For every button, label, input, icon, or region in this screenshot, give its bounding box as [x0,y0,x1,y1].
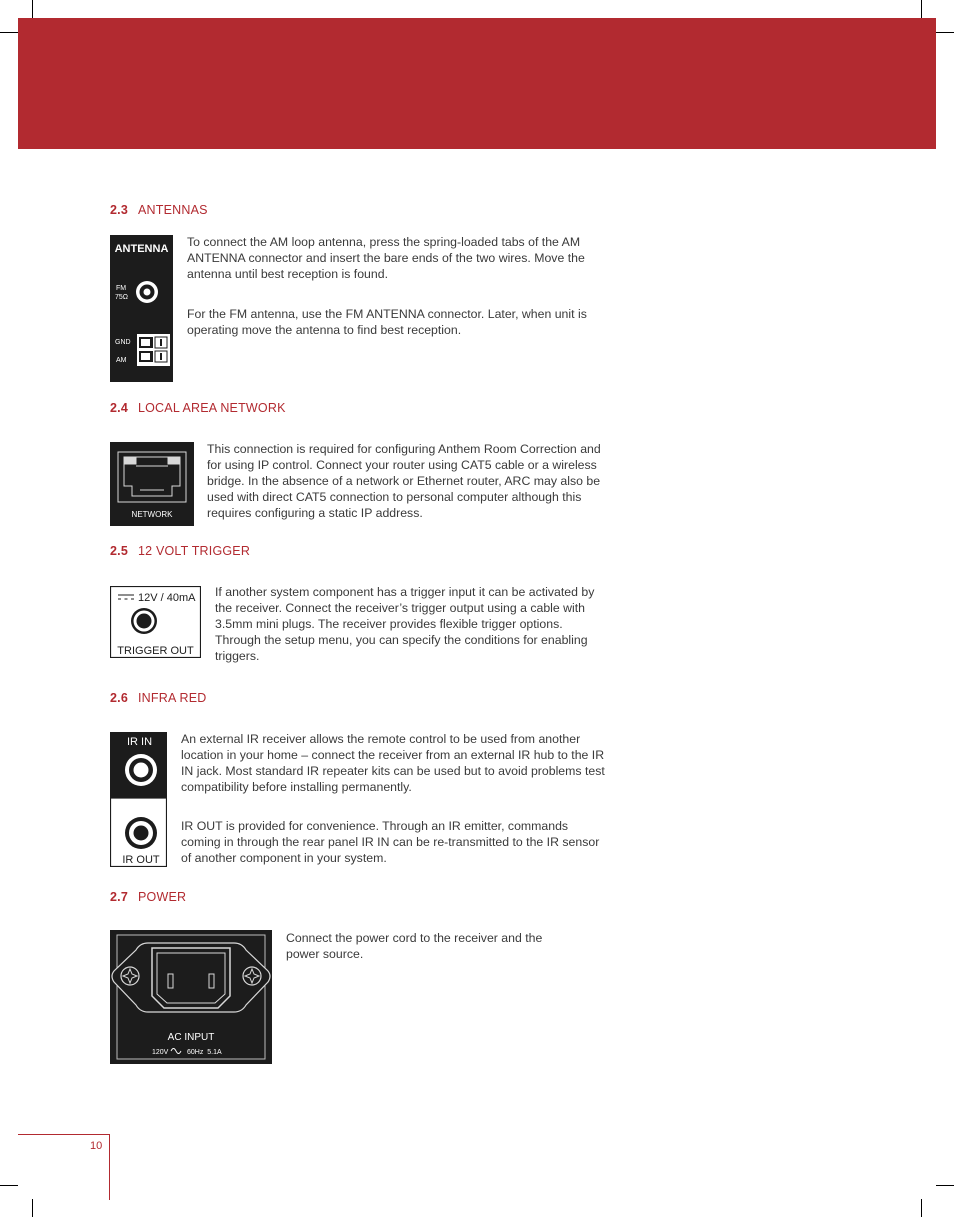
footer-rule [18,1134,109,1135]
ir-out-label: IR OUT [122,854,160,866]
crop-mark [921,0,922,18]
fm-label: FM [116,285,127,292]
lan-paragraph: This connection is required for configuring Anthem Room Correction and for using IP control. Connect your router using CAT5 cable or a wireless bridge. In the absence of a network or Ethernet router, ARC may also be used with direct CAT5 connection to personal computer although this requires configuring a static IP address. [207,442,601,520]
power-paragraph: Connect the power cord to the receiver and the power source. [286,931,543,961]
am-label: AM [116,357,127,364]
antennas-paragraph-2: For the FM antenna, use the FM ANTENNA connector. Later, when unit is operating move the antenna to find best reception. [187,307,587,337]
trigger-paragraph: If another system component has a trigger input it can be activated by the receiver. Connect the receiver’s trigger output using a cable with 3.5mm mini plugs. The receiver provides flexible trigger options. Through the setup menu, you can specify the conditions for enabling triggers. [215,585,595,663]
ir-panel-image [110,732,167,867]
page-number: 10 [90,1140,103,1152]
section-heading-trigger [110,544,250,558]
footer-rule-vertical [109,1134,110,1200]
section-number: 2.7 [110,890,128,904]
antenna-panel-title: ANTENNA [114,243,169,255]
crop-mark [936,1185,954,1186]
trigger-rating: 12V / 40mA [138,592,196,604]
network-panel-image [110,442,194,526]
antenna-panel-image [110,235,173,382]
section-title: 12 VOLT TRIGGER [137,544,251,558]
crop-mark [32,1199,33,1217]
crop-mark [921,1199,922,1217]
ir-paragraph-2: IR OUT is provided for convenience. Through an IR emitter, commands coming in through the rear panel IR IN can be re-transmitted to the IR sensor of another component in your system. [181,819,600,865]
crop-mark [936,32,954,33]
header-banner [18,18,936,149]
ir-in-label: IR IN [127,736,153,748]
crop-mark [32,0,33,18]
section-title: POWER [137,890,187,904]
antennas-paragraph-1: To connect the AM loop antenna, press the spring-loaded tabs of the AM ANTENNA connector and insert the bare ends of the two wires. Move the antenna until best reception is found. [187,235,585,281]
section-number: 2.3 [110,203,128,217]
section-heading-antennas [110,203,208,217]
section-number: 2.4 [110,401,128,415]
trigger-panel-image [110,586,201,658]
power-panel-image [110,930,272,1064]
network-label: NETWORK [131,510,173,519]
section-number: 2.5 [110,544,128,558]
gnd-label: GND [115,339,131,346]
ac-rating-volt: 120V [152,1049,169,1056]
section-heading-power [110,890,186,904]
am-terminal-icon [137,334,170,366]
trigger-label: TRIGGER OUT [117,645,194,657]
ac-rating-freq-current: 60Hz 5.1A [187,1049,222,1056]
section-title: INFRA RED [137,691,207,705]
crop-mark [0,32,18,33]
section-heading-lan [110,401,286,415]
section-number: 2.6 [110,691,128,705]
section-title: ANTENNAS [137,203,208,217]
crop-mark [0,1185,18,1186]
fm-ohm-label: 75Ω [115,294,129,301]
section-title: LOCAL AREA NETWORK [137,401,286,415]
section-heading-ir [110,691,206,705]
ir-paragraph-1: An external IR receiver allows the remote control to be used from another location in your home – connect the receiver from an external IR hub to the IR IN jack. Most standard IR repeater kits can be used but to avoid problems test compatibility before installing permanently. [181,732,605,794]
ac-input-label: AC INPUT [167,1032,215,1043]
